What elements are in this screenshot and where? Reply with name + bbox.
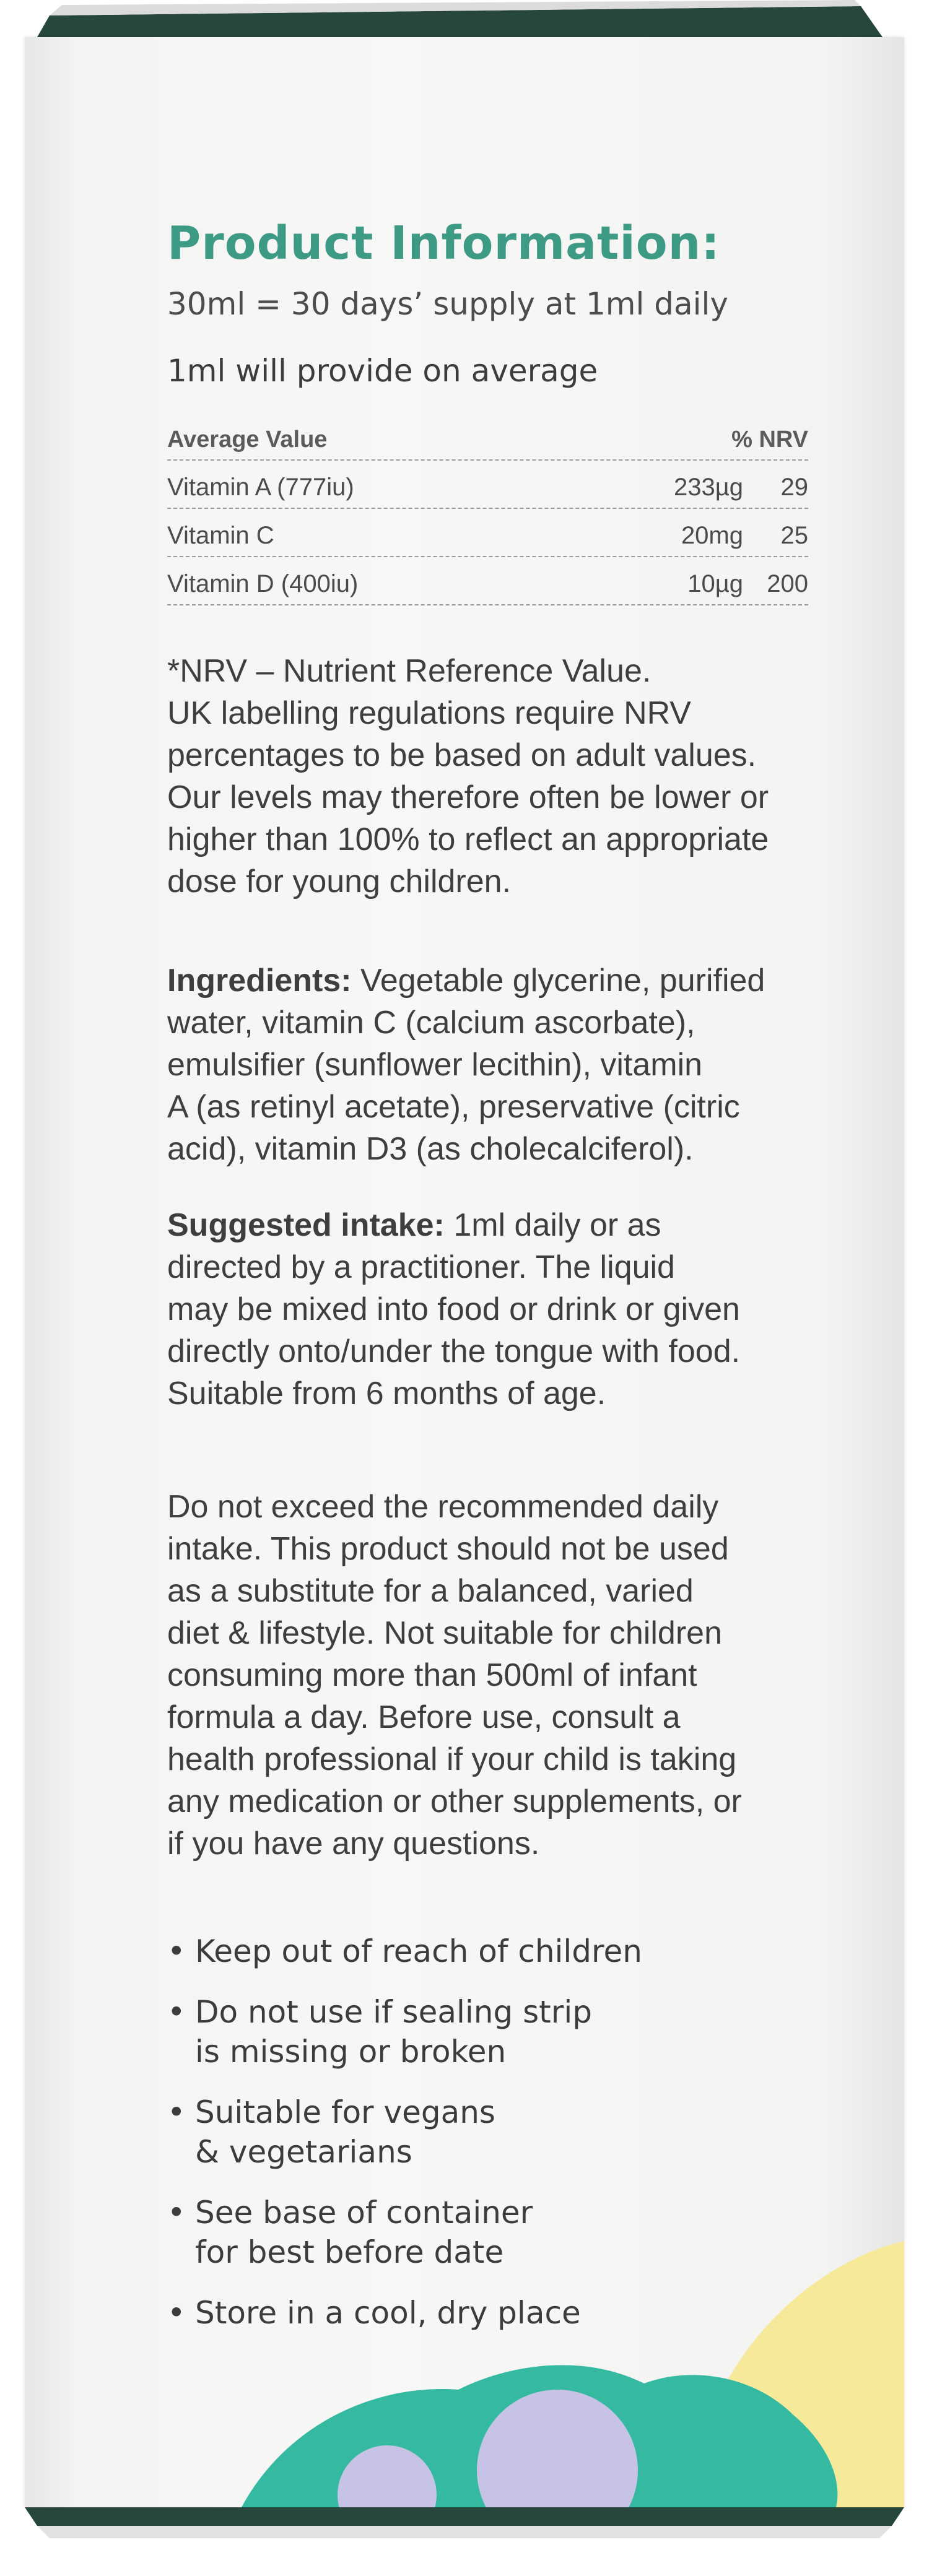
bullet-text: Do not use if sealing strip is missing or broken [195, 1994, 592, 2070]
list-item [167, 2092, 848, 2172]
nutrient-amount: 20mg [681, 522, 743, 549]
ingredients-label: Ingredients: [167, 963, 352, 999]
nrv-note: *NRV – Nutrient Reference Value. UK labelling regulations require NRV percentages to be based on adult values. Our levels may therefore often be lower or higher than 100% to reflect an appropriate dose for young children. [167, 653, 769, 900]
bullet-text: Keep out of reach of children [195, 1933, 642, 1969]
list-item [167, 2193, 848, 2272]
bullet-icon: • [167, 2195, 186, 2231]
nutrient-table [167, 421, 808, 605]
header-average-value: Average Value [167, 427, 328, 453]
ingredients-text: Vegetable glycerine, purified water, vitamin C (calcium ascorbate), emulsifier (sunflower lecithin), vitamin A (as retinyl acetate), preservative (citric acid), vitamin D3 (as cholecalciferol). [167, 963, 765, 1167]
bullet-icon: • [167, 1933, 186, 1969]
bullet-icon: • [167, 2094, 186, 2130]
product-information-title: Product Information: [167, 217, 720, 270]
nutrient-name: Vitamin C [167, 522, 274, 549]
nutrient-amount: 10µg [687, 570, 743, 597]
supply-statement: 30ml = 30 days’ supply at 1ml daily [167, 286, 729, 322]
nutrient-name: Vitamin A (777iu) [167, 474, 354, 501]
table-row [167, 557, 808, 605]
list-item [167, 1932, 848, 1971]
suggested-intake-label: Suggested intake: [167, 1207, 445, 1243]
suggested-intake-text: 1ml daily or as directed by a practitioner. The liquid may be mixed into food or drink or given directly onto/under the tongue with food. Suitable from 6 months of age. [167, 1207, 741, 1412]
nutrient-table-header [167, 421, 808, 461]
bullet-text: See base of container for best before date [195, 2195, 533, 2270]
box-bottom-edge [25, 2507, 904, 2541]
suggested-intake-paragraph [167, 1204, 842, 1415]
average-provision-heading: 1ml will provide on average [167, 353, 598, 389]
list-item [167, 2293, 848, 2333]
nutrient-amount: 233µg [673, 474, 743, 501]
ingredients-paragraph [167, 960, 842, 1170]
safety-bullet-list [167, 1932, 848, 2354]
bullet-icon: • [167, 2295, 186, 2331]
nutrient-nrv: 29 [780, 474, 808, 501]
bullet-icon: • [167, 1994, 186, 2030]
warning-paragraph: Do not exceed the recommended daily intake. This product should not be used as a substitute for a balanced, varied diet & lifestyle. Not suitable for children consuming more than 500ml of infant formula a day. Before use, consult a health professional if your child is taking any medication or other supplements, or if you have any questions. [167, 1489, 742, 1862]
bullet-text: Suitable for vegans & vegetarians [195, 2094, 495, 2170]
nutrient-nrv: 200 [767, 570, 808, 597]
nutrient-name: Vitamin D (400iu) [167, 570, 359, 597]
header-nrv: % NRV [731, 427, 808, 453]
table-row [167, 461, 808, 509]
table-row [167, 509, 808, 557]
nutrient-nrv: 25 [780, 522, 808, 549]
package-side-panel [25, 37, 904, 2507]
bullet-text: Store in a cool, dry place [195, 2295, 581, 2331]
list-item [167, 1992, 848, 2071]
